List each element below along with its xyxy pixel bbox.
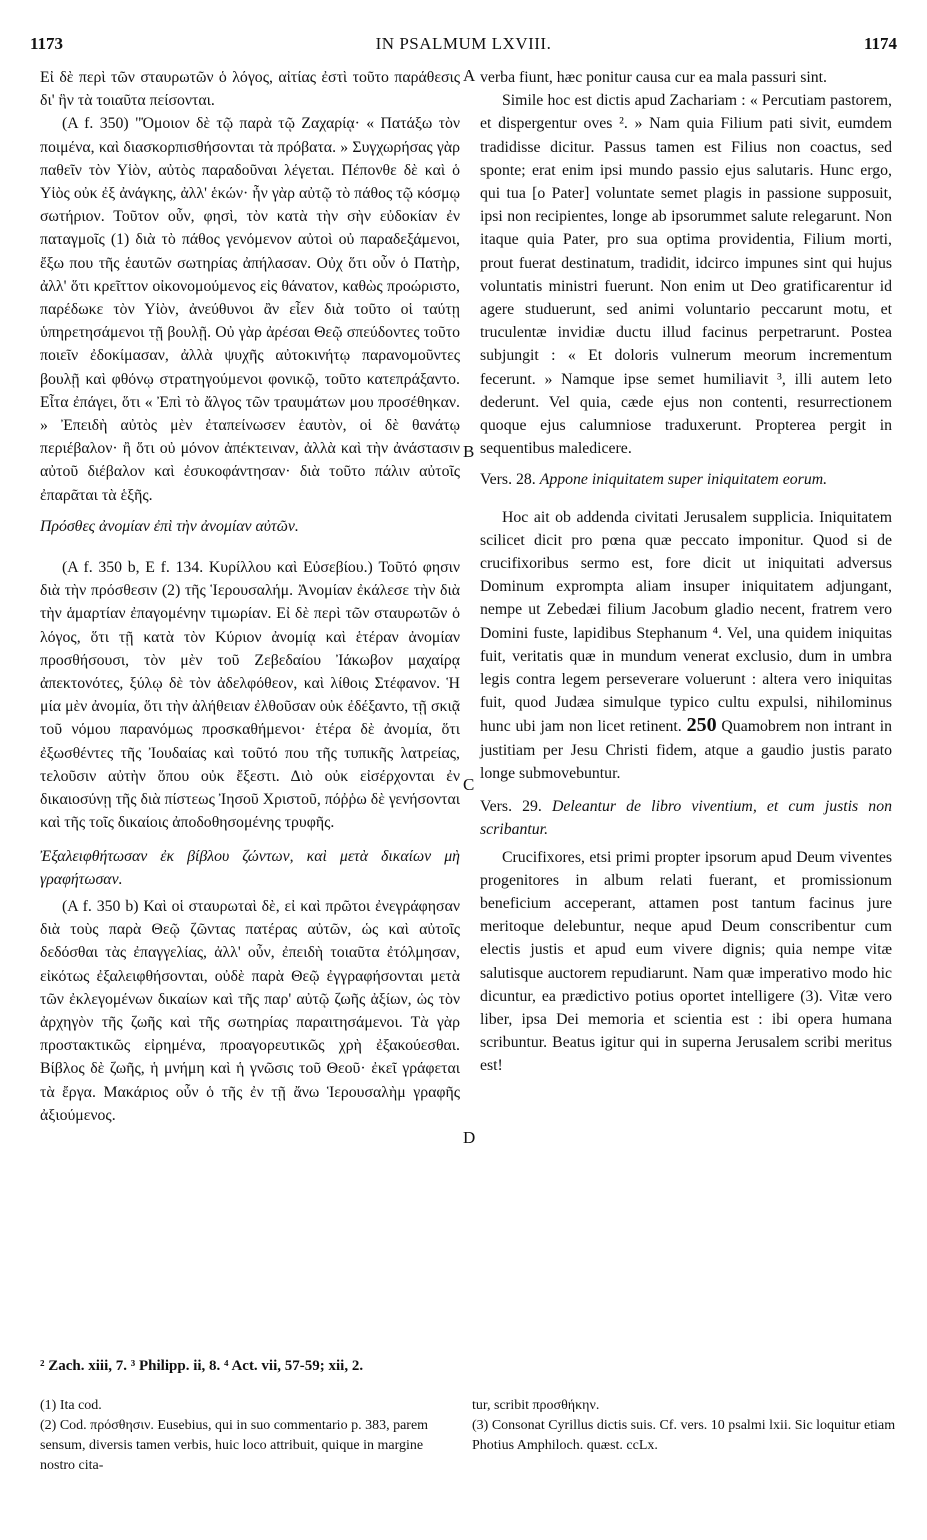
latin-paragraph-3-continued: Quamobrem non intrant in justitiam per Jesu Christi fidem, atque a gaudio justis parato longe submovebuntur.: [480, 718, 893, 782]
vers-28-text: Appone iniquitatem super iniquitatem eorum.: [539, 471, 828, 489]
margin-letter-c: C: [463, 775, 475, 794]
greek-paragraph-3: (A f. 350 b, E f. 134. Κυρίλλου καὶ Εὐσεβίου.) Τοῦτό φησιν διὰ τὴν πρόσθεσιν (2) τῆς Ἱερουσαλήμ. Ἀνομίαν ἐκάλεσε τὴν διὰ τὴν ἁμαρτίαν ἐπαγομένην τιμωρίαν. Εἰ δὲ περὶ τῶν σταυρωτῶν ὁ λόγος, ὅτι τῇ κατὰ τὸν Κύριον ἀνομίᾳ καὶ ἑτέραν ἀνομίαν προσθήσουσι, τὸν μὲν τοῦ Ζεβεδαίου Ἰάκωβον μαχαίρᾳ ἀπεκτονότες, ξύλῳ δὲ τὸν ἀδελφόθεον, καὶ λίθοις Στέφανον. Ἡ μία μὲν ἀνομία, ὅτι τὴν ἀλήθειαν ἐλθοῦσαν οὐκ ἐδέξαντο, τῇ σκιᾷ τοῦ νόμου παρανόμως προσκαθήμενοι· ἑτέρα δὲ ἀνομία, ὅτι ἐξωσθέντες τῆς Ἰουδαίας καὶ τοῦτό που τῆς τυπικῆς λατρείας, τελοῦσιν αὐτὴν ὅπου οὐκ ἔξεστι. Διὸ οὐκ εἰσέρχονται ἐν δικαιοσύνῃ τῆς διὰ πίστεως Ἰησοῦ Χριστοῦ, πόῤῥω δὲ γενήσονται καὶ τῆς τοῖς δικαίοις ἀποδοθησομένης τρυφῆς.: [40, 559, 460, 832]
latin-rubric-vers-29: [480, 795, 892, 841]
scripture-references: ² Zach. xiii, 7. ³ Philipp. ii, 8. ⁴ Act. vii, 57-59; xii, 2.: [40, 1358, 364, 1374]
greek-paragraph-4: (A f. 350 b) Καὶ οἱ σταυρωταὶ δὲ, εἰ καὶ πρῶτοι ἐνεγράφησαν διὰ τοὺς παρὰ Θεῷ ζῶντας πατέρας αὐτῶν, ὡς καὶ αὐτοῖς δεδόσθαι τὰς ἐπαγγελίας, ἀλλ' οὖν, ἐπειδὴ τοιαῦτα ἐτόλμησαν, εἰκότως ἐξαλειφθήσονται, οὐδὲ παρὰ Θεῷ ἐγγραφήσονται μετὰ τῶν ἐκλεγομένων δικαίων καὶ τῆς παρ' αὐτῷ ζωῆς ἀξίων, ὡς τὸν ἀρχηγὸν τῆς ζωῆς καὶ τῆς σωτηρίας παραιτησάμενοι. Τὰ γὰρ προστακτικῶς εἰρημένα, προαγορευτικῶς χρὴ ἐξακούεσθαι. Βίβλος δὲ ζωῆς, ἡ μνήμη καὶ ἡ γνῶσις τοῦ Θεοῦ· ἐκεῖ γράφεται τὰ ἔργα. Μακάριος οὖν ὁ τῆς ἐν τῇ ἄνω Ἱερουσαλὴμ γραφῆς ἀξιούμενος.: [40, 897, 460, 1124]
footnotes: [40, 1356, 896, 1473]
margin-letter-a: A: [463, 66, 476, 85]
latin-paragraph-3: [480, 506, 892, 785]
footnote-2-continued: tur, scribit προσθήκην.: [472, 1398, 600, 1413]
footnote-2: (2) Cod. πρόσθησιν. Eusebius, qui in suo commentario p. 383, parem sensum, diversis tamen verbis, huic loco attribuit, quique in margine nostro cita-: [40, 1418, 429, 1473]
footnote-column-right: [472, 1396, 902, 1456]
greek-paragraph-1: Εἰ δὲ περὶ τῶν σταυρωτῶν ὁ λόγος, αἰτίας ἐστὶ τοῦτο παράθεσις δι' ἣν τὰ τοιαῦτα πείσονται.: [40, 69, 460, 110]
vers-28-label: Vers. 28.: [480, 471, 536, 489]
latin-paragraph-3-text: Hoc ait ob addenda civitati Jerusalem supplicia. Iniquitatem scilicet dicit pro pœna quæ peccato imponitur. Quod si de crucifixoribus sermo est, fore dicit ut iniquitati adversus Dominum exprompta aliam insuper iniquitatem adjungant, nempe ut Zebedæi filium Jacobum gladio necent, fratrem vero Domini fuste, lapidibus Stephanum ⁴. Vel, una quidem iniquitas fuit, veritatis quæ in mundum venerat exclusio, dum in umbra legis contra legem perseverare voluerunt : altera vero iniquitas fuit, quod Judæa simulque typico cultu expulsi, nihilominus hunc ubi jam non licet retinent.: [480, 508, 892, 736]
running-title: IN PSALMUM LXVIII.: [375, 34, 552, 53]
edition-page-marker: 250: [686, 714, 717, 737]
greek-column: [40, 66, 460, 1127]
right-page-number: 1174: [863, 34, 897, 53]
greek-rubric-vers-28: Πρόσθες ἀνομίαν ἐπὶ τὴν ἀνομίαν αὐτῶν.: [40, 517, 299, 535]
footnote-1: (1) Ita cod.: [40, 1398, 102, 1413]
vers-29-label: Vers. 29.: [480, 798, 542, 816]
latin-column: [480, 66, 892, 1078]
margin-letter-b: B: [463, 442, 475, 461]
margin-letter-d: D: [463, 1128, 476, 1147]
footnote-3: (3) Consonat Cyrillus dictis suis. Cf. vers. 10 psalmi lxii. Sic loquitur etiam Photius Amphiloch. quæst. ccLx.: [472, 1418, 896, 1453]
latin-paragraph-1: verba fiunt, hæc ponitur causa cur ea mala passuri sint.: [480, 69, 827, 86]
latin-rubric-vers-28: [480, 468, 892, 491]
vers-29-text: Deleantur de libro viventium, et cum justis non scribantur.: [480, 798, 892, 839]
greek-rubric-vers-29: Ἐξαλειφθήτωσαν ἐκ βίβλου ζώντων, καὶ μετὰ δικαίων μὴ γραφήτωσαν.: [40, 847, 460, 888]
latin-paragraph-4: Crucifixores, etsi primi propter ipsorum apud Deum viventes progenitores in album relati fuerant, et promissionum beneficium acceperant, attamen post tantum facinus jure meritoque delebuntur, neque apud Deum conscribentur cum electis justis et apud eum vivere dignis; quia nempe vitæ salutisque auctorem repudiarunt. Nam quæ imperativo modo hic dicuntur, ea prædictivo potius oportet intelligere (3). Vitæ vero liber, ipsa Dei memoria et scientia est : ibi opera humana scribuntur. Beatus igitur qui in superna Jerusalem scribi meritus est!: [480, 848, 892, 1075]
latin-paragraph-2: Simile hoc est dictis apud Zachariam : « Percutiam pastorem, et dispergentur oves ². » Nam quia Filium pati sivit, eumdem tradidisse dicitur. Passus tamen est Filius non coactus, sed sponte; erat enim ipsi mundo passio ejus salutaris. Hunc ergo, qui tua [o Pater] voluntate semet plagis in passione supposuit, ipsi non recipientes, longe ab ipsorummet salute relegarunt. Non itaque quia Pater, pro sua optima providentia, Filium morti, prout fuerat destinatum, tradidit, idcirco impunes sint qui hujus voluntatis ministri fuerunt. Non enim ut Deo gratificarentur id agere studuerunt, sed animi voluntario peccarunt motu, et truculentæ invidiæ ductu illud facinus perpetrarunt. Postea subjungit : « Et doloris vulnerum meorum incrementum fecerunt. » Namque ipse semet humiliavit ³, illi autem leto dederunt. Vel quia, cæde ejus non contenti, resurrectionem quoque ejus calumniose traduxerunt. Propterea pergit in sequentibus maledicere.: [480, 92, 892, 458]
greek-paragraph-2: (A f. 350) "Ὁμοιον δὲ τῷ παρὰ τῷ Ζαχαρίᾳ· « Πατάξω τὸν ποιμένα, καὶ διασκορπισθήσονται τὰ πρόβατα. » Συγχωρήσας γὰρ παθεῖν τὸν Υἱὸν, αὐτὸς παραδοῦναι λέγεται. Πέπονθε δὲ καὶ ὁ Υἱὸς οὐκ ἐξ ἀνάγκης, ἀλλ' ἑκών· ἦν γὰρ αὐτῷ τὸ πάθος τῷ κόσμῳ σωτήριον. Τοῦτον οὖν, φησὶ, τὸν κατὰ τὴν σὴν εὐδοκίαν ἐν παταγμοῖς (1) διὰ τὸ πάθος γενόμενον αὐτοὶ οὐ παραδεξάμενοι, ἔξω που τῆς ἑαυτῶν σωτηρίας ἀπήλασαν. Οὐχ ὅτι οὖν ὁ Πατὴρ, ἀλλ' ὅτι κρεῖττον οἰκονομούμενος εἰς θάνατον, καθὼς προώριστο, παρέδωκε τὸν Υἱὸν, ἀνεύθυνοι ἂν εἶεν διὰ τοῦτο οἱ ταύτῃ ὑπηρετησάμενοι τῇ βουλῇ. Οὐ γὰρ ἀρέσαι Θεῷ σπεύδοντες τοῦτο ποιεῖν ἐδοκίμασαν, ἀλλὰ ψυχῆς αὐτοκινήτῳ παρανομοῦντες βουλῇ καὶ φθόνῳ στρατηγούμενοι φονικῷ, τοῦτο κατεπράξαντο. Εἶτα ἐπάγει, ὅτι « Ἐπὶ τὸ ἄλγος τῶν τραυμάτων μου προσέθηκαν. » Ἐπειδὴ αὐτὸς μὲν ἐταπείνωσεν ἑαυτὸν, οἱ δὲ θανάτῳ περιέβαλον· ἢ ὅτι οὐ μόνον ἀπέκτειναν, ἀλλὰ καὶ τὴν ἀνάστασιν αὐτοῦ διέβαλον καὶ ἐσυκοφάντησαν· διὰ τοῦτο πάλιν αὐτοῖς ἐπαρᾶται τὰ ἑξῆς.: [40, 115, 460, 504]
left-page-number: 1173: [30, 34, 64, 53]
running-header: [30, 34, 897, 56]
footnote-column-left: [40, 1396, 458, 1476]
